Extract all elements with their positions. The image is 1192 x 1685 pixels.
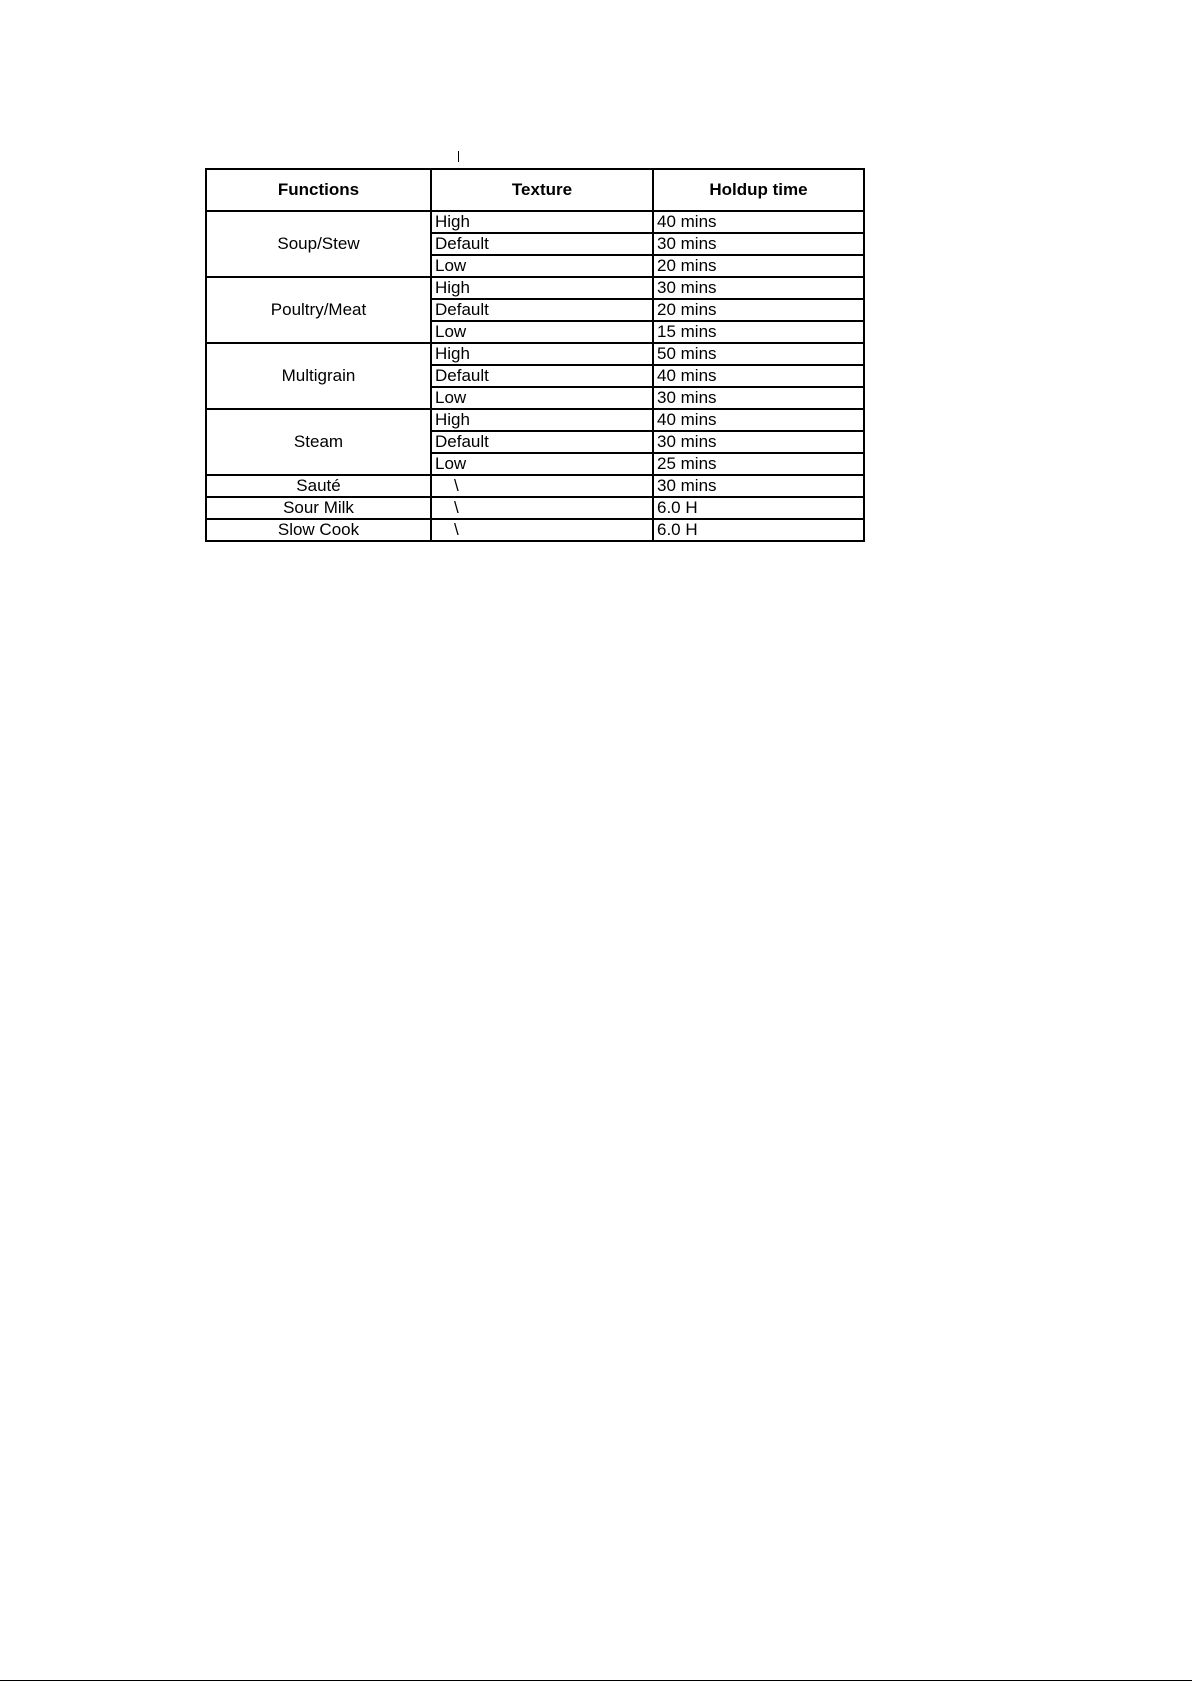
holdup-time-cell: 40 mins [653,211,864,233]
function-cell: Sauté [206,475,431,497]
texture-cell: Default [431,233,653,255]
texture-cell: \ [431,475,653,497]
holdup-time-cell: 30 mins [653,475,864,497]
table-row [206,497,864,519]
texture-cell: Low [431,255,653,277]
texture-cell: \ [431,497,653,519]
header-texture: Texture [431,169,653,211]
page-footer-divider [0,1680,1192,1681]
holdup-time-cell: 25 mins [653,453,864,475]
holdup-time-cell: 6.0 H [653,497,864,519]
holdup-time-cell: 40 mins [653,409,864,431]
texture-cell: Low [431,453,653,475]
holdup-time-cell: 6.0 H [653,519,864,541]
table-row [206,409,864,431]
texture-cell: Default [431,365,653,387]
holdup-time-cell: 30 mins [653,233,864,255]
table-row [206,519,864,541]
function-cell: Slow Cook [206,519,431,541]
table-row [206,277,864,299]
texture-cell: Low [431,387,653,409]
function-cell: Steam [206,409,431,475]
holdup-time-cell: 20 mins [653,255,864,277]
function-cell: Multigrain [206,343,431,409]
texture-cell: Default [431,431,653,453]
holdup-time-cell: 15 mins [653,321,864,343]
table-header-row [206,169,864,211]
holdup-time-cell: 50 mins [653,343,864,365]
holdup-time-cell: 20 mins [653,299,864,321]
holdup-time-cell: 30 mins [653,431,864,453]
texture-cell: Low [431,321,653,343]
holdup-time-table [205,168,865,542]
texture-cell: Default [431,299,653,321]
texture-cell: \ [431,519,653,541]
holdup-time-cell: 40 mins [653,365,864,387]
texture-cell: High [431,409,653,431]
holdup-time-cell: 30 mins [653,277,864,299]
table-row [206,475,864,497]
table-row [206,211,864,233]
holdup-time-cell: 30 mins [653,387,864,409]
function-cell: Sour Milk [206,497,431,519]
texture-cell: High [431,211,653,233]
table-row [206,343,864,365]
texture-cell: High [431,277,653,299]
texture-cell: High [431,343,653,365]
function-cell: Poultry/Meat [206,277,431,343]
header-functions: Functions [206,169,431,211]
text-cursor-mark [458,151,459,162]
function-cell: Soup/Stew [206,211,431,277]
header-holdup-time: Holdup time [653,169,864,211]
